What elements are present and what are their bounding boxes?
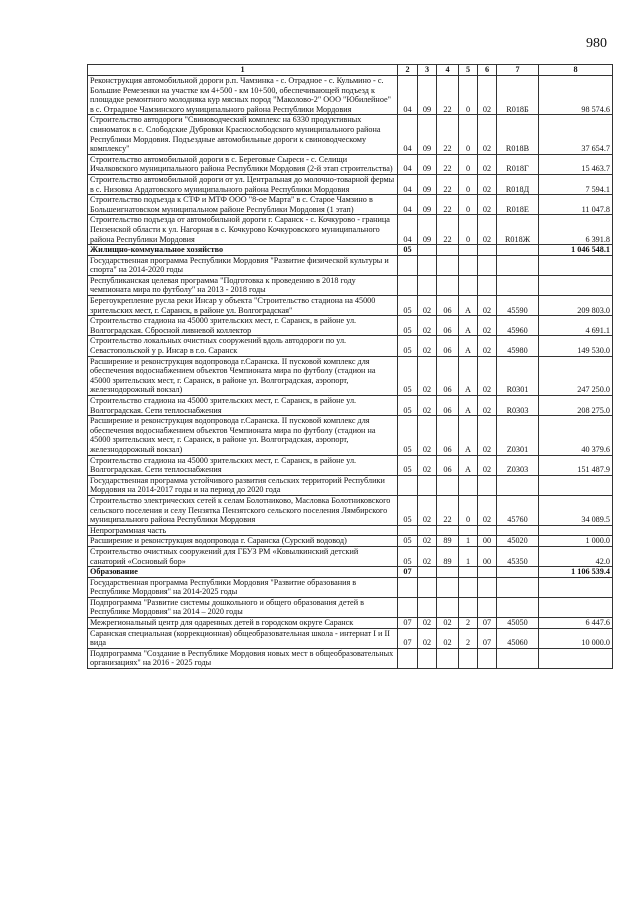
column-header: 4 <box>437 65 459 76</box>
code-subprogram <box>459 648 478 668</box>
code-program: 22 <box>437 154 459 174</box>
code-subprogram <box>459 245 478 256</box>
code-measure <box>478 597 497 617</box>
row-name: Расширение и реконструкция водопровода г. Саранска (Сурский водовод) <box>88 536 398 547</box>
code-program: 06 <box>437 336 459 356</box>
code-section <box>398 475 418 495</box>
code-subprogram <box>459 475 478 495</box>
table-row <box>88 396 613 416</box>
code-measure: 07 <box>478 628 497 648</box>
code-subsection: 09 <box>418 76 437 115</box>
column-header: 7 <box>497 65 539 76</box>
row-name: Государственная программа устойчивого развития сельских территорий Республики Мордовия на 2014-2017 годы и на период до 2020 года <box>88 475 398 495</box>
code-measure: 02 <box>478 336 497 356</box>
code-program <box>437 597 459 617</box>
row-name: Строительство локальных очистных сооружений вдоль автодороги по ул. Севастопольской у р. Инсар в г.о. Саранск <box>88 336 398 356</box>
row-name: Строительство автодороги "Свиноводческий комплекс на 6330 продуктивных свиноматок в с. Слободские Дубровки Краснослободского муниципального района Республики Мордовия. Подъездные автомобильные дороги к свиноводческому комплексу" <box>88 115 398 154</box>
code-item: 45020 <box>497 536 539 547</box>
row-name: Строительство электрических сетей к селам Болотниково, Масловка Болотниковского сельского поселения и селу Пензятка Пензятского сельского поселения Лямбирского муниципального района Республики Мордовия <box>88 495 398 525</box>
code-subsection: 02 <box>418 536 437 547</box>
code-section <box>398 597 418 617</box>
code-subprogram: А <box>459 296 478 316</box>
code-subsection: 02 <box>418 356 437 395</box>
table-row <box>88 76 613 115</box>
code-program <box>437 475 459 495</box>
code-subsection <box>418 255 437 275</box>
row-name: Подпрограмма "Создание в Республике Мордовия новых мест в общеобразовательных организациях" на 2016 - 2025 годы <box>88 648 398 668</box>
code-subprogram: 2 <box>459 628 478 648</box>
row-amount <box>539 475 613 495</box>
code-subsection: 09 <box>418 115 437 154</box>
code-program: 06 <box>437 455 459 475</box>
code-subprogram: 1 <box>459 546 478 566</box>
code-program: 02 <box>437 628 459 648</box>
table-row <box>88 296 613 316</box>
code-subsection: 02 <box>418 618 437 629</box>
code-section: 04 <box>398 115 418 154</box>
code-item: 45760 <box>497 495 539 525</box>
code-section: 05 <box>398 316 418 336</box>
row-amount: 10 000.0 <box>539 628 613 648</box>
code-measure: 02 <box>478 76 497 115</box>
code-program <box>437 255 459 275</box>
code-subprogram: 0 <box>459 115 478 154</box>
code-section <box>398 255 418 275</box>
code-measure: 02 <box>478 316 497 336</box>
code-subprogram: 0 <box>459 174 478 194</box>
code-section: 05 <box>398 416 418 455</box>
row-name: Расширение и реконструкция водопровода г.Саранска. II пусковой комплекс для обеспечения водоснабжением объектов Чемпионата мира по футболу (стадион на 45000 зрительских мест, г. Саранск, в районе ул. Волгоградская, аэропорт, железнодорожный вокзал) <box>88 356 398 395</box>
code-section: 07 <box>398 567 418 578</box>
code-program: 22 <box>437 76 459 115</box>
table-row <box>88 195 613 215</box>
code-subprogram <box>459 597 478 617</box>
code-program <box>437 525 459 536</box>
row-amount: 209 803.0 <box>539 296 613 316</box>
table-row <box>88 597 613 617</box>
table-row <box>88 336 613 356</box>
code-item: R018В <box>497 115 539 154</box>
row-name: Строительство стадиона на 45000 зрительских мест, г. Саранск, в районе ул. Волгоградская. Сети теплоснабжения <box>88 396 398 416</box>
code-subsection: 09 <box>418 195 437 215</box>
code-subsection: 02 <box>418 416 437 455</box>
code-subsection: 02 <box>418 296 437 316</box>
table-row <box>88 495 613 525</box>
code-measure: 02 <box>478 115 497 154</box>
code-program: 22 <box>437 115 459 154</box>
code-measure <box>478 275 497 295</box>
code-measure: 02 <box>478 396 497 416</box>
row-name: Берегоукрепление русла реки Инсар у объекта "Строительство стадиона на 45000 зрительских мест, г. Саранск, в районе ул. Волгоградская" <box>88 296 398 316</box>
table-row <box>88 174 613 194</box>
table-row <box>88 475 613 495</box>
code-subsection: 02 <box>418 495 437 525</box>
row-amount: 98 574.6 <box>539 76 613 115</box>
code-subsection <box>418 275 437 295</box>
code-item: Z0303 <box>497 455 539 475</box>
code-subsection: 02 <box>418 336 437 356</box>
code-item <box>497 567 539 578</box>
code-program: 22 <box>437 174 459 194</box>
code-program: 22 <box>437 195 459 215</box>
column-header: 8 <box>539 65 613 76</box>
code-subprogram: 1 <box>459 536 478 547</box>
table-row <box>88 567 613 578</box>
code-subsection <box>418 577 437 597</box>
code-item <box>497 275 539 295</box>
code-program: 06 <box>437 416 459 455</box>
code-program: 06 <box>437 296 459 316</box>
code-measure: 02 <box>478 455 497 475</box>
code-subprogram: А <box>459 336 478 356</box>
row-name: Расширение и реконструкция водопровода г.Саранска. II пусковой комплекс для обеспечения водоснабжением объектов Чемпионата мира по футболу (стадион на 45000 зрительских мест, г. Саранск, в районе ул. Волгоградская, аэропорт, железнодорожный вокзал) <box>88 416 398 455</box>
code-measure: 02 <box>478 195 497 215</box>
code-subprogram <box>459 275 478 295</box>
column-header: 1 <box>88 65 398 76</box>
code-program <box>437 648 459 668</box>
row-amount: 37 654.7 <box>539 115 613 154</box>
code-program: 89 <box>437 536 459 547</box>
code-subsection <box>418 597 437 617</box>
code-section: 07 <box>398 618 418 629</box>
code-item <box>497 475 539 495</box>
code-subprogram <box>459 567 478 578</box>
code-subsection: 09 <box>418 154 437 174</box>
code-measure: 02 <box>478 296 497 316</box>
code-item: R0303 <box>497 396 539 416</box>
code-subprogram <box>459 255 478 275</box>
code-item <box>497 525 539 536</box>
code-section: 05 <box>398 336 418 356</box>
code-subsection: 02 <box>418 396 437 416</box>
row-name: Подпрограмма "Развитие системы дошкольного и общего образования детей в Республике Мордовия" на 2014 – 2020 годы <box>88 597 398 617</box>
row-name: Государственная программа Республики Мордовия "Развитие образования в Республике Мордовия" на 2014-2025 годы <box>88 577 398 597</box>
code-program <box>437 577 459 597</box>
row-name: Реконструкция автомобильной дороги р.п. Чамзинка - с. Отрадное - с. Кульмино - с. Большие Ремезенки на участке км 4+500 - км 10+500, обеспечивающей подъезд к площадке ремонтного молодняка кур мясных пород "Маколово-2" ООО "Юбилейное" в с. Отрадное Чамзинского муниципального района Республики Мордовия <box>88 76 398 115</box>
row-amount: 1 000.0 <box>539 536 613 547</box>
code-item: 45350 <box>497 546 539 566</box>
code-program: 89 <box>437 546 459 566</box>
table-row <box>88 536 613 547</box>
table-row <box>88 275 613 295</box>
row-amount: 149 530.0 <box>539 336 613 356</box>
table-row <box>88 356 613 395</box>
code-item <box>497 597 539 617</box>
row-amount <box>539 597 613 617</box>
row-name: Образование <box>88 567 398 578</box>
row-name: Строительство стадиона на 45000 зрительских мест, г. Саранск, в районе ул. Волгоградская. Сбросной ливневой коллектор <box>88 316 398 336</box>
code-section: 04 <box>398 154 418 174</box>
code-program: 22 <box>437 215 459 245</box>
code-measure: 02 <box>478 495 497 525</box>
code-section: 05 <box>398 536 418 547</box>
code-measure: 02 <box>478 154 497 174</box>
row-amount <box>539 648 613 668</box>
row-amount: 6 447.6 <box>539 618 613 629</box>
code-item: R018Д <box>497 174 539 194</box>
row-amount <box>539 255 613 275</box>
column-header: 2 <box>398 65 418 76</box>
code-subsection: 02 <box>418 628 437 648</box>
code-section: 04 <box>398 195 418 215</box>
code-subprogram <box>459 577 478 597</box>
row-name: Строительство подъезда к СТФ и МТФ ООО "8-ое Марта" в с. Старое Чамзино в Большеигнатовском муниципальном районе Республики Мордовия (1 этап) <box>88 195 398 215</box>
column-header: 5 <box>459 65 478 76</box>
row-name: Строительство автомобильной дороги от ул. Центральная до молочно-товарной фермы в с. Низовка Ардатовского муниципального района Республики Мордовия <box>88 174 398 194</box>
table-row <box>88 648 613 668</box>
row-amount: 247 250.0 <box>539 356 613 395</box>
row-name: Строительство очистных сооружений для ГБУЗ РМ «Ковылкинский детский санаторий «Сосновый бор» <box>88 546 398 566</box>
row-amount: 4 691.1 <box>539 316 613 336</box>
code-subprogram: А <box>459 356 478 395</box>
row-name: Строительство подъезда от автомобильной дороги г. Саранск - с. Кочкурово - граница Пензенской области к ул. Нагорная в с. Кочкурово Кочкуровского муниципального района Республики Мордовия <box>88 215 398 245</box>
row-amount: 40 379.6 <box>539 416 613 455</box>
code-item <box>497 577 539 597</box>
row-name: Республиканская целевая программа "Подготовка к проведению в 2018 году чемпионата мира по футболу" на 2013 - 2018 годы <box>88 275 398 295</box>
code-item: 45590 <box>497 296 539 316</box>
table-row <box>88 316 613 336</box>
code-subsection <box>418 525 437 536</box>
row-amount: 7 594.1 <box>539 174 613 194</box>
row-amount <box>539 525 613 536</box>
code-item: R018Г <box>497 154 539 174</box>
code-program: 06 <box>437 356 459 395</box>
table-row <box>88 546 613 566</box>
row-name: Саранская специальная (коррекционная) общеобразовательная школа - интернат I и II вида <box>88 628 398 648</box>
row-amount: 151 487.9 <box>539 455 613 475</box>
row-name: Строительство автомобильной дороги в с. Береговые Сыреси - с. Селищи Ичалковского муниципального района Республики Мордовия (2-й этап строительства) <box>88 154 398 174</box>
code-program: 02 <box>437 618 459 629</box>
code-subsection: 02 <box>418 546 437 566</box>
code-section <box>398 275 418 295</box>
row-name: Межрегиональный центр для одаренных детей в городском округе Саранск <box>88 618 398 629</box>
code-measure <box>478 475 497 495</box>
row-amount <box>539 577 613 597</box>
row-amount: 6 391.8 <box>539 215 613 245</box>
code-subprogram: 0 <box>459 215 478 245</box>
code-measure <box>478 567 497 578</box>
code-subprogram: 0 <box>459 495 478 525</box>
code-measure <box>478 577 497 597</box>
code-item: 45050 <box>497 618 539 629</box>
row-name: Жилищно-коммунальное хозяйство <box>88 245 398 256</box>
row-amount: 208 275.0 <box>539 396 613 416</box>
table-row <box>88 255 613 275</box>
code-measure <box>478 255 497 275</box>
code-subsection: 09 <box>418 174 437 194</box>
table-row <box>88 215 613 245</box>
code-section: 05 <box>398 546 418 566</box>
column-header: 6 <box>478 65 497 76</box>
table-row <box>88 628 613 648</box>
code-program: 22 <box>437 495 459 525</box>
code-item: R018Ж <box>497 215 539 245</box>
code-measure: 02 <box>478 174 497 194</box>
row-amount: 42.0 <box>539 546 613 566</box>
code-subprogram: 2 <box>459 618 478 629</box>
code-measure: 02 <box>478 356 497 395</box>
code-subprogram: 0 <box>459 154 478 174</box>
code-section: 05 <box>398 455 418 475</box>
page-number: 980 <box>586 36 607 51</box>
code-subsection <box>418 648 437 668</box>
code-subsection: 09 <box>418 215 437 245</box>
code-item <box>497 255 539 275</box>
code-item: R018Е <box>497 195 539 215</box>
code-section <box>398 648 418 668</box>
code-item <box>497 245 539 256</box>
code-program <box>437 567 459 578</box>
code-subprogram: 0 <box>459 195 478 215</box>
code-item: R018Б <box>497 76 539 115</box>
code-measure: 02 <box>478 416 497 455</box>
code-item: 45060 <box>497 628 539 648</box>
code-item: 45960 <box>497 316 539 336</box>
code-program <box>437 275 459 295</box>
table-row <box>88 525 613 536</box>
column-header: 3 <box>418 65 437 76</box>
code-section: 05 <box>398 495 418 525</box>
code-subprogram: 0 <box>459 76 478 115</box>
code-subsection <box>418 475 437 495</box>
code-item: 45980 <box>497 336 539 356</box>
table-row <box>88 245 613 256</box>
code-section <box>398 577 418 597</box>
code-item: Z0301 <box>497 416 539 455</box>
code-subprogram: А <box>459 416 478 455</box>
table-body <box>88 76 613 669</box>
code-program: 06 <box>437 396 459 416</box>
code-item <box>497 648 539 668</box>
code-section: 05 <box>398 245 418 256</box>
code-section: 05 <box>398 396 418 416</box>
row-name: Непрограммная часть <box>88 525 398 536</box>
row-amount: 1 046 548.1 <box>539 245 613 256</box>
table-row <box>88 154 613 174</box>
header-row <box>88 65 613 76</box>
code-section: 04 <box>398 76 418 115</box>
code-measure <box>478 245 497 256</box>
code-subprogram <box>459 525 478 536</box>
code-subprogram: А <box>459 455 478 475</box>
table-row <box>88 455 613 475</box>
row-name: Строительство стадиона на 45000 зрительских мест, г. Саранск, в районе ул. Волгоградская. Сети теплоснабжения <box>88 455 398 475</box>
code-section: 04 <box>398 174 418 194</box>
code-section: 04 <box>398 215 418 245</box>
code-subprogram: А <box>459 316 478 336</box>
code-subsection <box>418 245 437 256</box>
code-measure <box>478 525 497 536</box>
code-section <box>398 525 418 536</box>
code-section: 05 <box>398 356 418 395</box>
code-measure: 07 <box>478 618 497 629</box>
code-section: 05 <box>398 296 418 316</box>
row-amount <box>539 275 613 295</box>
code-section: 07 <box>398 628 418 648</box>
row-name: Государственная программа Республики Мордовия "Развитие физической культуры и спорта" на 2014-2020 годы <box>88 255 398 275</box>
row-amount: 11 047.8 <box>539 195 613 215</box>
code-subsection: 02 <box>418 455 437 475</box>
code-measure: 00 <box>478 536 497 547</box>
code-measure <box>478 648 497 668</box>
table-row <box>88 618 613 629</box>
row-amount: 15 463.7 <box>539 154 613 174</box>
code-program: 06 <box>437 316 459 336</box>
code-subprogram: А <box>459 396 478 416</box>
code-subsection <box>418 567 437 578</box>
row-amount: 34 089.5 <box>539 495 613 525</box>
table-row <box>88 577 613 597</box>
code-program <box>437 245 459 256</box>
table-row <box>88 416 613 455</box>
code-item: R0301 <box>497 356 539 395</box>
code-measure: 00 <box>478 546 497 566</box>
budget-table <box>87 64 613 669</box>
code-subsection: 02 <box>418 316 437 336</box>
row-amount: 1 106 539.4 <box>539 567 613 578</box>
table-row <box>88 115 613 154</box>
code-measure: 02 <box>478 215 497 245</box>
